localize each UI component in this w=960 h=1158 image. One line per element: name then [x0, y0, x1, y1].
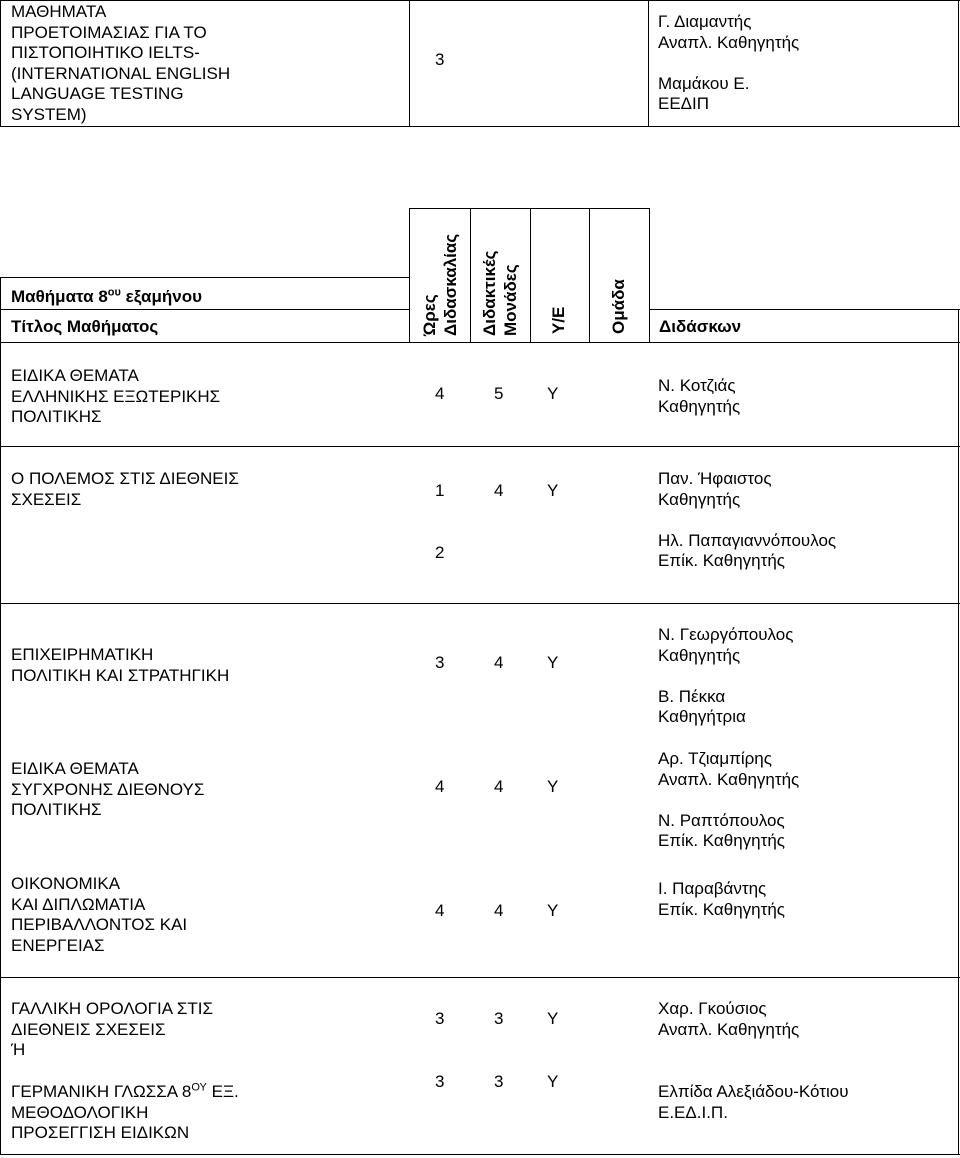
title-line: LANGUAGE TESTING: [11, 84, 184, 103]
instructors: [658, 999, 799, 1040]
title-line: ΣΥΓΧΡΟΝΗΣ ΔΙΕΘΝΟΥΣ: [11, 779, 205, 799]
units-header-line1: Διδακτικές: [480, 250, 499, 336]
instructor-line: Καθηγητής: [658, 645, 741, 665]
instructor-line: Επίκ. Καθηγητής: [658, 831, 785, 850]
units-value: 3: [494, 1072, 504, 1091]
instructor-line: Αναπλ. Καθηγητής: [658, 32, 800, 52]
type-header: Υ/Ε: [549, 306, 568, 334]
title-line: ΚΑΙ ΔΙΠΛΩΜΑΤΙΑ: [11, 894, 146, 914]
instructor-line: [658, 790, 799, 811]
instructor-line: Αρ. Τζιαμπίρης: [658, 749, 772, 768]
group-header: Ομάδα: [609, 279, 628, 334]
type-value: Υ: [547, 653, 559, 672]
title-line: ΠΟΛΙΤΙΚΗΣ: [11, 800, 102, 819]
title-line: ΕΝΕΡΓΕΙΑΣ: [11, 935, 105, 955]
instructor-line: Αναπλ. Καθηγητής: [658, 769, 800, 789]
units-value: 4: [494, 481, 504, 500]
units-value: 5: [494, 384, 504, 403]
instructors: [658, 1082, 849, 1123]
course-title: [11, 759, 204, 821]
hours-value: 3: [435, 1009, 445, 1028]
instructor-line: Ν. Κοτζιάς: [658, 376, 736, 395]
units-value: 4: [494, 777, 504, 796]
title-line: ΠΙΣΤΟΠΟΙΗΤΙΚΟ IELTS-: [11, 43, 200, 62]
type-value: Υ: [547, 1009, 559, 1028]
units-header-line2: Μονάδες: [501, 264, 520, 336]
instructor-line: ΕΕΔΙΠ: [658, 94, 710, 113]
semester-prefix: Μαθήματα 8: [11, 287, 108, 306]
title-line: ΔΙΕΘΝΕΙΣ ΣΧΕΣΕΙΣ: [11, 1019, 166, 1039]
title-suffix: ΕΞ.: [206, 1082, 239, 1101]
instructor-line: Επίκ. Καθηγητής: [658, 551, 785, 570]
instructor-header: Διδάσκων: [659, 317, 742, 336]
type-value: Υ: [547, 1072, 559, 1091]
instructor-line: Ελπίδα Αλεξιάδου-Κότιου: [658, 1082, 849, 1101]
instructors: [658, 469, 836, 572]
type-value: Υ: [547, 481, 559, 500]
course-title: [11, 469, 239, 510]
hours-value: 3: [435, 1072, 445, 1091]
instructor-line: Ν. Γεωργόπουλος: [658, 625, 794, 644]
course-title: [11, 366, 220, 428]
title-sup: ΟΥ: [191, 1081, 207, 1094]
title-line: ΠΕΡΙΒΑΛΛΟΝΤΟΣ ΚΑΙ: [11, 915, 188, 934]
instructor-line: Χαρ. Γκούσιος: [658, 999, 767, 1018]
hours-value-extra: 2: [435, 543, 445, 562]
hours-header-line1: Ώρες: [420, 294, 439, 336]
title-prefix: ΓΕΡΜΑΝΙΚΗ ΓΛΩΣΣΑ 8: [11, 1082, 192, 1101]
units-value: 4: [494, 901, 504, 920]
hours-value: 4: [435, 777, 445, 796]
instructor-line: Ι. Παραβάντης: [658, 879, 767, 898]
title-line: ΠΟΛΙΤΙΚΗΣ: [11, 407, 102, 426]
title-line: SYSTEM): [11, 104, 87, 124]
hours-value: 3: [435, 653, 445, 672]
semester-suffix: εξαμήνου: [120, 287, 203, 306]
instructors: [658, 749, 799, 852]
units-value: 4: [494, 653, 504, 672]
title-line: ΣΧΕΣΕΙΣ: [11, 489, 82, 509]
title-line: ΕΠΙΧΕΙΡΗΜΑΤΙΚΗ: [11, 645, 154, 664]
instructor-line: [658, 666, 793, 687]
instructors: [658, 376, 740, 417]
instructor-line: Παν. Ήφαιστος: [658, 469, 772, 488]
top-hours: 3: [435, 50, 445, 69]
instructors: [658, 879, 785, 920]
hours-value: 4: [435, 384, 445, 403]
course-title-header: Τίτλος Μαθήματος: [11, 317, 159, 336]
units-value: 3: [494, 1009, 504, 1028]
type-value: Υ: [547, 384, 559, 403]
title-line: ΜΕΘΟΔΟΛΟΓΙΚΗ: [11, 1102, 149, 1122]
instructor-line: Επίκ. Καθηγητής: [658, 899, 785, 919]
instructor-line: Καθηγήτρια: [658, 707, 746, 726]
title-line: ΜΑΘΗΜΑΤΑ: [11, 2, 107, 21]
title-line: ΕΙΔΙΚΑ ΘΕΜΑΤΑ: [11, 366, 139, 385]
top-course-title: [11, 2, 230, 125]
title-line: ΠΡΟΣΕΓΓΙΣΗ ΕΙΔΙΚΩΝ: [11, 1123, 190, 1142]
title-line: ΕΙΔΙΚΑ ΘΕΜΑΤΑ: [11, 759, 139, 778]
title-line: ΠΟΛΙΤΙΚΗ ΚΑΙ ΣΤΡΑΤΗΓΙΚΗ: [11, 665, 230, 685]
course-title-alt: [11, 1082, 239, 1144]
hours-value: 1: [435, 481, 445, 500]
instructor-line: Β. Πέκκα: [658, 686, 726, 706]
title-line: ΓΑΛΛΙΚΗ ΟΡΟΛΟΓΙΑ ΣΤΙΣ: [11, 999, 213, 1018]
type-value: Υ: [547, 901, 559, 920]
type-value: Υ: [547, 777, 559, 796]
title-line: ΟΙΚΟΝΟΜΙΚΑ: [11, 874, 121, 893]
instructor-line: Ηλ. Παπαγιαννόπουλος: [658, 530, 837, 550]
instructor-line: [658, 510, 836, 531]
instructor-line: Μαμάκου Ε.: [658, 73, 750, 93]
top-instructors: [658, 12, 799, 115]
semester-heading: [11, 287, 202, 308]
instructors: [658, 625, 793, 728]
hours-header-line2: Διδασκαλίας: [441, 233, 460, 336]
course-title: [11, 999, 213, 1061]
title-line: Ο ΠΟΛΕΜΟΣ ΣΤΙΣ ΔΙΕΘΝΕΙΣ: [11, 469, 239, 488]
instructor-line: Καθηγητής: [658, 489, 741, 509]
title-line: ΠΡΟΕΤΟΙΜΑΣΙΑΣ ΓΙΑ ΤΟ: [11, 22, 207, 42]
course-title: [11, 645, 229, 686]
hours-value: 4: [435, 901, 445, 920]
instructor-line: Αναπλ. Καθηγητής: [658, 1019, 800, 1039]
course-title: [11, 874, 187, 956]
title-line: ΕΛΛΗΝΙΚΗΣ ΕΞΩΤΕΡΙΚΗΣ: [11, 386, 221, 406]
instructor-line: Ε.ΕΔ.Ι.Π.: [658, 1102, 728, 1122]
semester-sup: ου: [107, 286, 121, 299]
title-line: (INTERNATIONAL ENGLISH: [11, 63, 231, 83]
title-line: [11, 1082, 239, 1103]
instructor-line: Γ. Διαμαντής: [658, 12, 752, 31]
instructor-line: Καθηγητής: [658, 396, 741, 416]
instructor-line: Ν. Ραπτόπουλος: [658, 810, 785, 830]
title-line: Ή: [11, 1040, 26, 1059]
instructor-line: [658, 53, 799, 74]
